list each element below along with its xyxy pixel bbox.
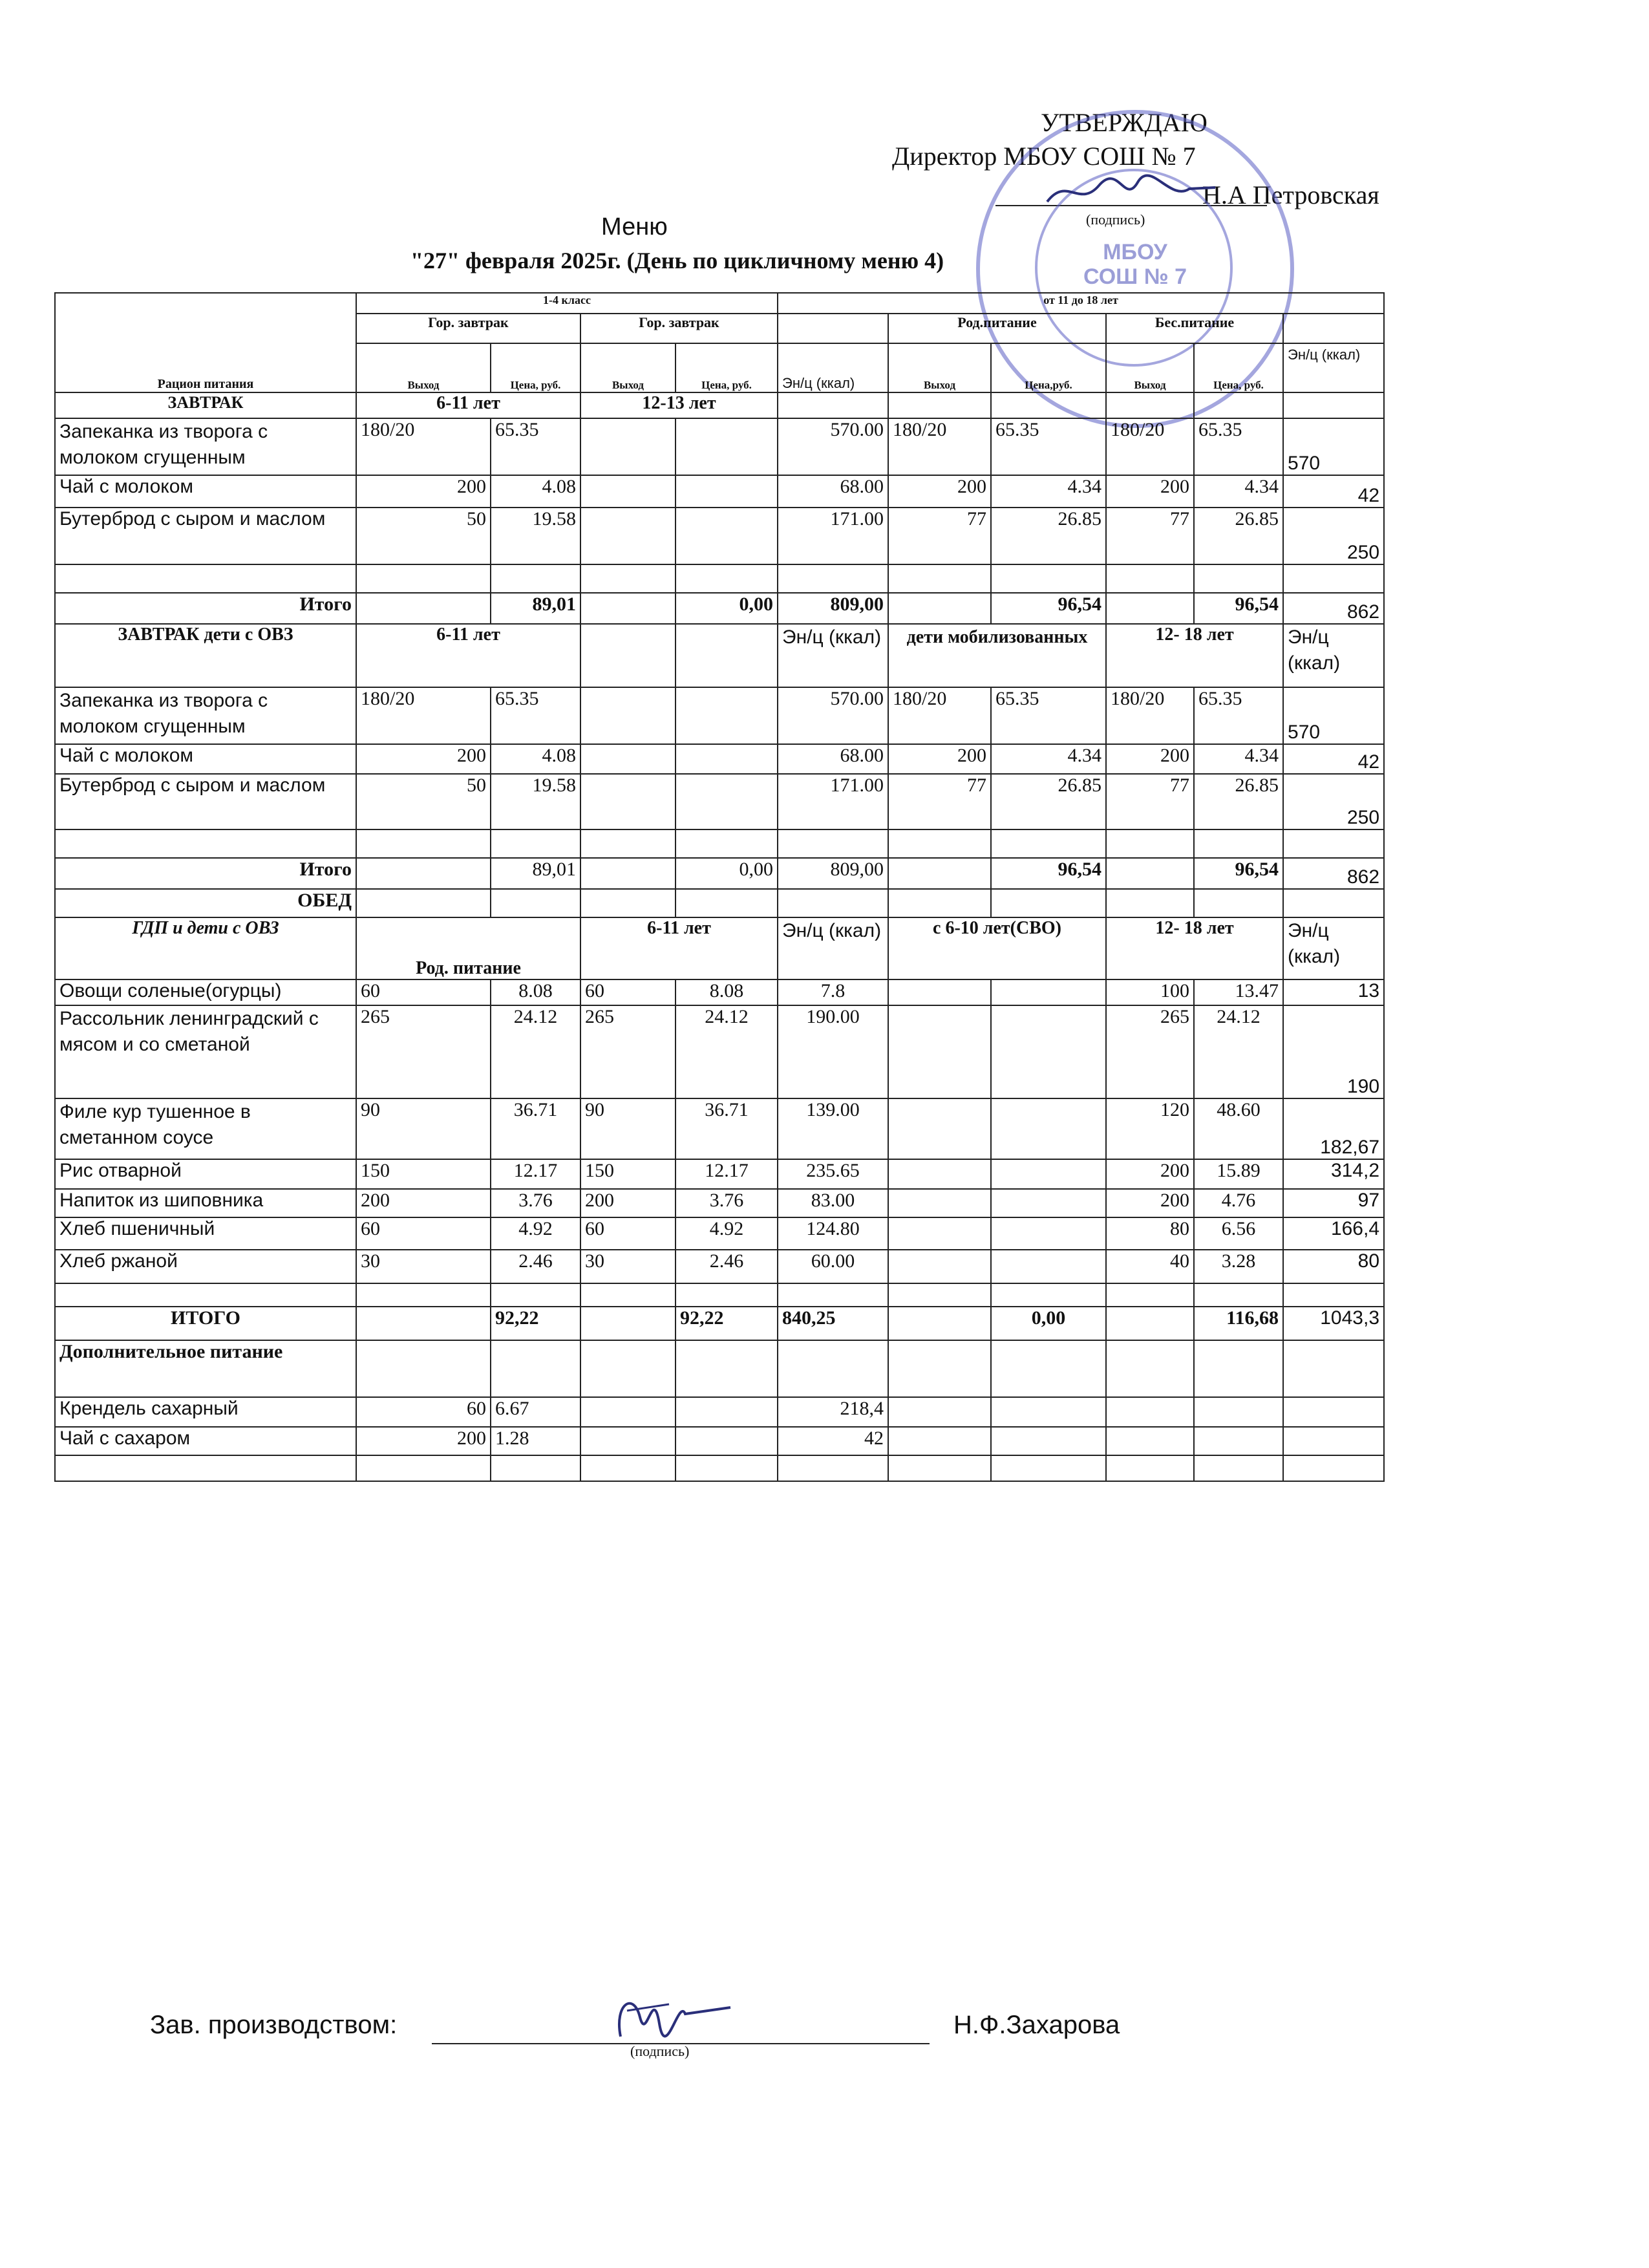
header-vyhod: Выход: [1106, 343, 1194, 392]
manager-signature: [608, 1978, 737, 2049]
table-row: Рис отварной 150 12.17 150 12.17 235.65 200 15.89 314,2: [55, 1159, 1384, 1189]
header-gor2: Гор. завтрак: [580, 314, 778, 343]
ovz-energy2: Эн/ц (ккал): [1283, 624, 1384, 687]
approval-name: Н.А Петровская: [1202, 180, 1379, 209]
footer-sign-caption: (подпись): [630, 2043, 690, 2059]
table-row: Рассольник ленинградский с мясом и со сметаной 265 24.12 265 24.12 190.00 265 24.12 190: [55, 1005, 1384, 1098]
table-row: Бутерброд с сыром и маслом 50 19.58 171.00 77 26.85 77 26.85 250: [55, 508, 1384, 564]
stamp-text: МБОУ СОШ № 7: [1083, 240, 1187, 289]
table-row: Чай с молоком 200 4.08 68.00 200 4.34 200 4.34 42: [55, 475, 1384, 508]
approval-position: Директор МБОУ СОШ № 7: [892, 142, 1196, 171]
approval-title: УТВЕРЖДАЮ: [1041, 108, 1207, 137]
table-row: Крендель сахарный 60 6.67 218,4: [55, 1397, 1384, 1427]
breakfast-age2: 12-13 лет: [580, 392, 778, 418]
header-cena: Цена, руб.: [491, 343, 580, 392]
lunch-age2: 12- 18 лет: [1106, 917, 1283, 979]
header-grade14: 1-4 класс: [356, 293, 778, 314]
section-extra: Дополнительное питание: [55, 1340, 356, 1397]
lunch-rod: Род. питание: [356, 917, 580, 979]
section-lunch: ОБЕД: [55, 889, 356, 917]
footer-label: Зав. производством:: [150, 2011, 398, 2039]
header-cena: Цена, руб.: [676, 343, 778, 392]
table-row: Хлеб ржаной 30 2.46 30 2.46 60.00 40 3.28 80: [55, 1250, 1384, 1283]
header-rod: Род.питание: [888, 314, 1106, 343]
lunch-energy1: Эн/ц (ккал): [778, 917, 888, 979]
lunch-age1: 6-11 лет: [580, 917, 778, 979]
menu-title: Меню: [601, 213, 668, 241]
header-energy: Эн/ц (ккал): [1283, 343, 1384, 392]
table-row: Запеканка из творога с молоком сгущенным 180/20 65.35 570.00 180/20 65.35 180/20 65.35 570: [55, 418, 1384, 475]
header-energy: Эн/ц (ккал): [778, 343, 888, 392]
menu-subtitle: "27" февраля 2025г. (День по цикличному меню 4): [410, 248, 944, 273]
table-row: Чай с сахаром 200 1.28 42: [55, 1427, 1384, 1455]
lunch-sub-label: ГДП и дети с ОВЗ: [55, 917, 356, 979]
header-cena: Цена, руб.: [1194, 343, 1283, 392]
section-breakfast: ЗАВТРАК: [55, 392, 356, 418]
header-age1118: от 11 до 18 лет: [778, 293, 1384, 314]
header-cena: Цена,руб.: [991, 343, 1106, 392]
header-vyhod: Выход: [580, 343, 676, 392]
table-row: Запеканка из творога с молоком сгущенным 180/20 65.35 570.00 180/20 65.35 180/20 65.35 570: [55, 687, 1384, 744]
table-row: Бутерброд с сыром и маслом 50 19.58 171.00 77 26.85 77 26.85 250: [55, 774, 1384, 829]
ovz-age2: 12- 18 лет: [1106, 624, 1283, 687]
table-row: Овощи соленые(огурцы) 60 8.08 60 8.08 7.8 100 13.47 13: [55, 979, 1384, 1005]
ovz-energy1: Эн/ц (ккал): [778, 624, 888, 687]
header-empty: [778, 314, 888, 343]
lunch-svo: с 6-10 лет(СВО): [888, 917, 1106, 979]
table-row: Хлеб пшеничный 60 4.92 60 4.92 124.80 80 6.56 166,4: [55, 1217, 1384, 1250]
header-ration: Рацион питания: [55, 293, 356, 392]
ovz-age1: 6-11 лет: [356, 624, 580, 687]
director-signature: [1041, 169, 1222, 215]
header-vyhod: Выход: [356, 343, 491, 392]
ovz-total-row: Итого 89,01 0,00 809,00 96,54 96,54 862: [55, 858, 1384, 889]
footer-name: Н.Ф.Захарова: [953, 2011, 1120, 2039]
header-bes: Бес.питание: [1106, 314, 1283, 343]
header-gor1: Гор. завтрак: [356, 314, 580, 343]
approval-sign-caption: (подпись): [1086, 211, 1145, 228]
table-row: Филе кур тушенное в сметанном соусе 90 36.71 90 36.71 139.00 120 48.60 182,67: [55, 1098, 1384, 1159]
header-empty: [1283, 314, 1384, 343]
breakfast-total-row: Итого 89,01 0,00 809,00 96,54 96,54 862: [55, 593, 1384, 624]
menu-table: [54, 292, 1385, 1482]
header-vyhod: Выход: [888, 343, 991, 392]
lunch-energy2: Эн/ц (ккал): [1283, 917, 1384, 979]
section-ovz: ЗАВТРАК дети с ОВЗ: [55, 624, 356, 687]
breakfast-age1: 6-11 лет: [356, 392, 580, 418]
table-row: Чай с молоком 200 4.08 68.00 200 4.34 200 4.34 42: [55, 744, 1384, 774]
lunch-total-row: ИТОГО 92,22 92,22 840,25 0,00 116,68 1043,3: [55, 1307, 1384, 1340]
table-row: Напиток из шиповника 200 3.76 200 3.76 83.00 200 4.76 97: [55, 1189, 1384, 1217]
ovz-mobilized: дети мобилизованных: [888, 624, 1106, 687]
